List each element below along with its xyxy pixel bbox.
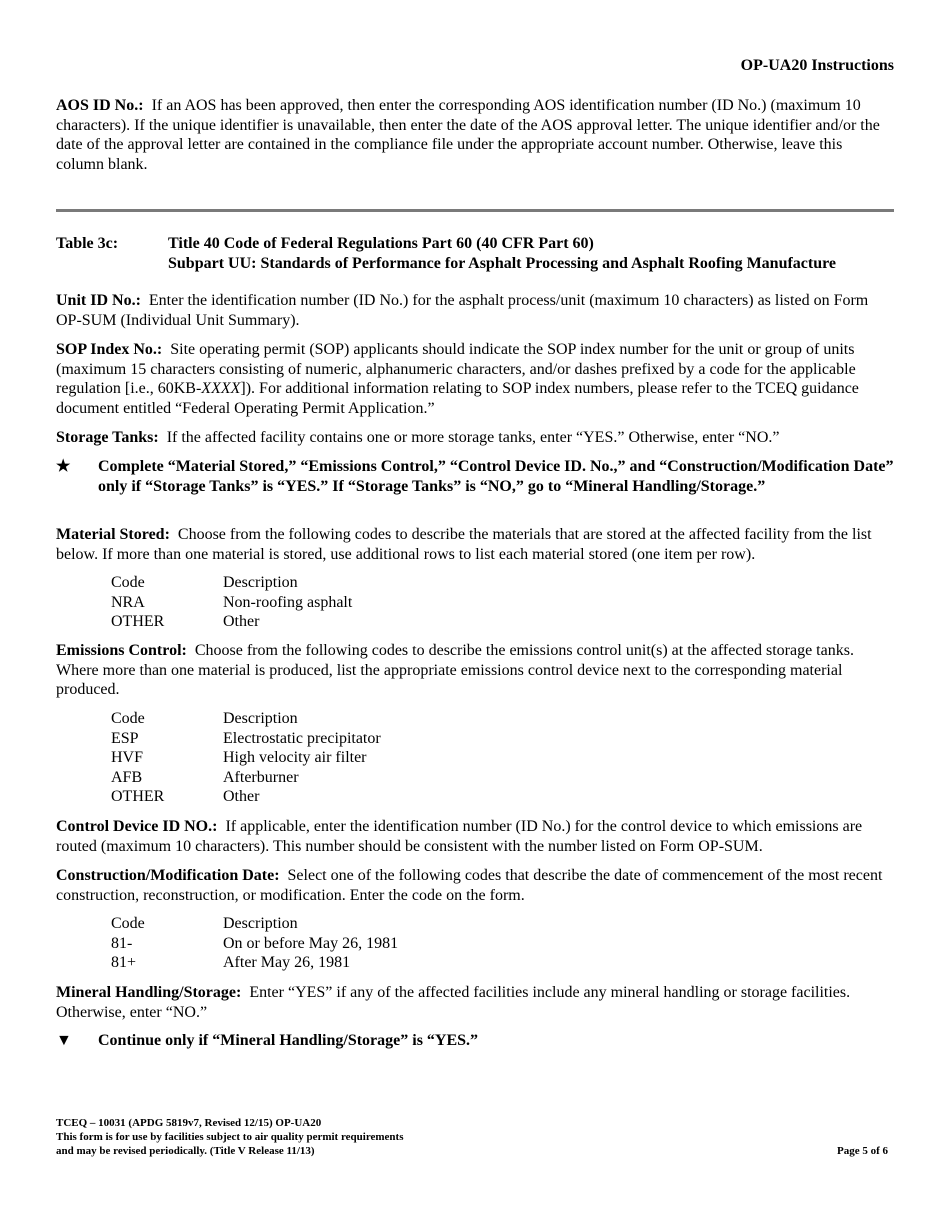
mineral-handling-label: Mineral Handling/Storage: [56,984,242,1001]
unit-id-section [56,291,894,330]
control-device-section [56,817,894,856]
mineral-handling-section [56,983,894,1022]
storage-tanks-label: Storage Tanks: [56,429,159,446]
code-row [111,573,352,593]
control-device-label: Control Device ID NO.: [56,818,218,835]
aos-id-section [56,96,894,174]
material-stored-section [56,525,894,564]
aos-id-text: If an AOS has been approved, then enter the corresponding AOS identification number (ID No.) (maximum 10 characters). If the unique identifier is unavailable, then enter the date of the AOS approval letter. The unique identifier and/or the date of the approval letter are contained in the compliance file under the appropriate account number. Otherwise, leave this column blank. [56,97,880,173]
description-cell: Description [223,710,298,727]
code-cell: NRA [111,593,145,611]
table-title-line2: Subpart UU: Standards of Performance for Asphalt Processing and Asphalt Roofing Manufacture [168,255,837,272]
sop-index-text-italic: XXXX [201,380,241,397]
description-cell: Electrostatic precipitator [223,729,381,747]
code-row [111,593,352,613]
footer-notice-line1: This form is for use by facilities subject to air quality permit requirements [56,1131,404,1143]
footer-notice-line2: and may be revised periodically. (Title V Release 11/13) [56,1145,315,1157]
star-icon: ★ [56,458,71,475]
code-cell: Code [111,710,145,727]
code-cell: 81+ [111,954,137,971]
code-cell: HVF [111,749,144,766]
aos-id-label: AOS ID No.: [56,97,144,114]
mineral-handling-note-text: Continue only if “Mineral Handling/Storage” is “YES.” [98,1032,479,1049]
description-cell: Description [223,915,298,932]
control-device-text: If applicable, enter the identification number (ID No.) for the control device to which emissions are routed (maximum 10 characters). This number should be consistent with the number listed on Form OP-SUM. [56,818,863,855]
page-footer [56,1116,888,1158]
code-row [111,748,381,768]
emissions-control-label: Emissions Control: [56,642,187,659]
table-title-line1: Title 40 Code of Federal Regulations Part 60 (40 CFR Part 60) [168,235,594,252]
unit-id-label: Unit ID No.: [56,292,141,309]
sop-index-text-b: ]). For additional information relating to SOP index numbers, please refer to the TCEQ guidance document entitled “Federal Operating Permit Application.” [56,380,859,417]
description-cell: After May 26, 1981 [223,954,351,971]
description-cell: Other [223,613,260,630]
mineral-handling-text: Enter “YES” if any of the affected facilities include any mineral handling or storage facilities. Otherwise, enter “NO.” [56,984,851,1021]
code-cell: 81- [111,934,133,952]
code-row [111,914,398,934]
sop-index-section [56,340,894,418]
emissions-control-codes [111,709,381,807]
unit-id-text: Enter the identification number (ID No.) for the asphalt process/unit (maximum 10 characters) as listed on Form OP-SUM (Individual Unit Summary). [56,292,869,329]
description-cell: Afterburner [223,768,299,786]
code-row [111,612,352,632]
material-stored-text: Choose from the following codes to describe the materials that are stored at the affected facility from the list below. If more than one material is stored, use additional rows to list each material stored (one item per row). [56,526,872,563]
description-cell: Description [223,574,298,591]
code-cell: OTHER [111,613,165,630]
storage-tanks-note-text: Complete “Material Stored,” “Emissions Control,” “Control Device ID. No.,” and “Construction/Modification Date” only if “Storage Tanks” is “YES.” If “Storage Tanks” is “NO,” go to “Mineral Handling/Storage.” [98,458,894,495]
material-stored-label: Material Stored: [56,526,170,543]
description-cell: Other [223,788,260,805]
construction-date-section [56,866,894,905]
sop-index-label: SOP Index No.: [56,341,163,358]
table-label: Table 3c: [56,235,119,252]
emissions-control-text: Choose from the following codes to describe the emissions control unit(s) at the affected storage tanks. Where more than one material is produced, list the appropriate emissions control device next to the corresponding material produced. [56,642,854,698]
page-number: Page 5 of 6 [836,1145,888,1157]
construction-date-codes [111,914,398,973]
description-cell: Non-roofing asphalt [223,593,353,611]
code-cell: Code [111,574,145,591]
code-cell: AFB [111,768,143,786]
storage-tanks-text: If the affected facility contains one or more storage tanks, enter “YES.” Otherwise, enter “NO.” [166,429,780,446]
sop-index-text-a: Site operating permit (SOP) applicants should indicate the SOP index number for the unit or group of units (maximum 15 characters consisting of numeric, alphanumeric characters, and/or dashes prefixed by a code for the applicable regulation [i.e., 60KB- [56,341,856,397]
emissions-control-section [56,641,894,700]
down-triangle-icon: ▼ [56,1032,72,1049]
section-divider [56,209,894,212]
description-cell: On or before May 26, 1981 [223,934,399,952]
code-row [111,953,398,973]
code-row [111,729,381,749]
description-cell: High velocity air filter [223,749,367,766]
code-cell: Code [111,915,145,932]
storage-tanks-section [56,428,894,448]
code-cell: OTHER [111,788,165,805]
construction-date-text: Select one of the following codes that describe the date of commencement of the most recent construction, reconstruction, or modification. Enter the code on the form. [56,867,883,904]
storage-tanks-note [56,457,894,496]
page-header-title: OP-UA20 Instructions [740,57,894,74]
code-row [111,768,381,788]
footer-form-id: TCEQ – 10031 (APDG 5819v7, Revised 12/15) OP-UA20 [56,1117,322,1129]
mineral-handling-note [56,1031,894,1051]
code-row [111,709,381,729]
material-stored-codes [111,573,352,632]
construction-date-label: Construction/Modification Date: [56,867,280,884]
code-cell: ESP [111,729,139,747]
code-row [111,787,381,807]
code-row [111,934,398,954]
